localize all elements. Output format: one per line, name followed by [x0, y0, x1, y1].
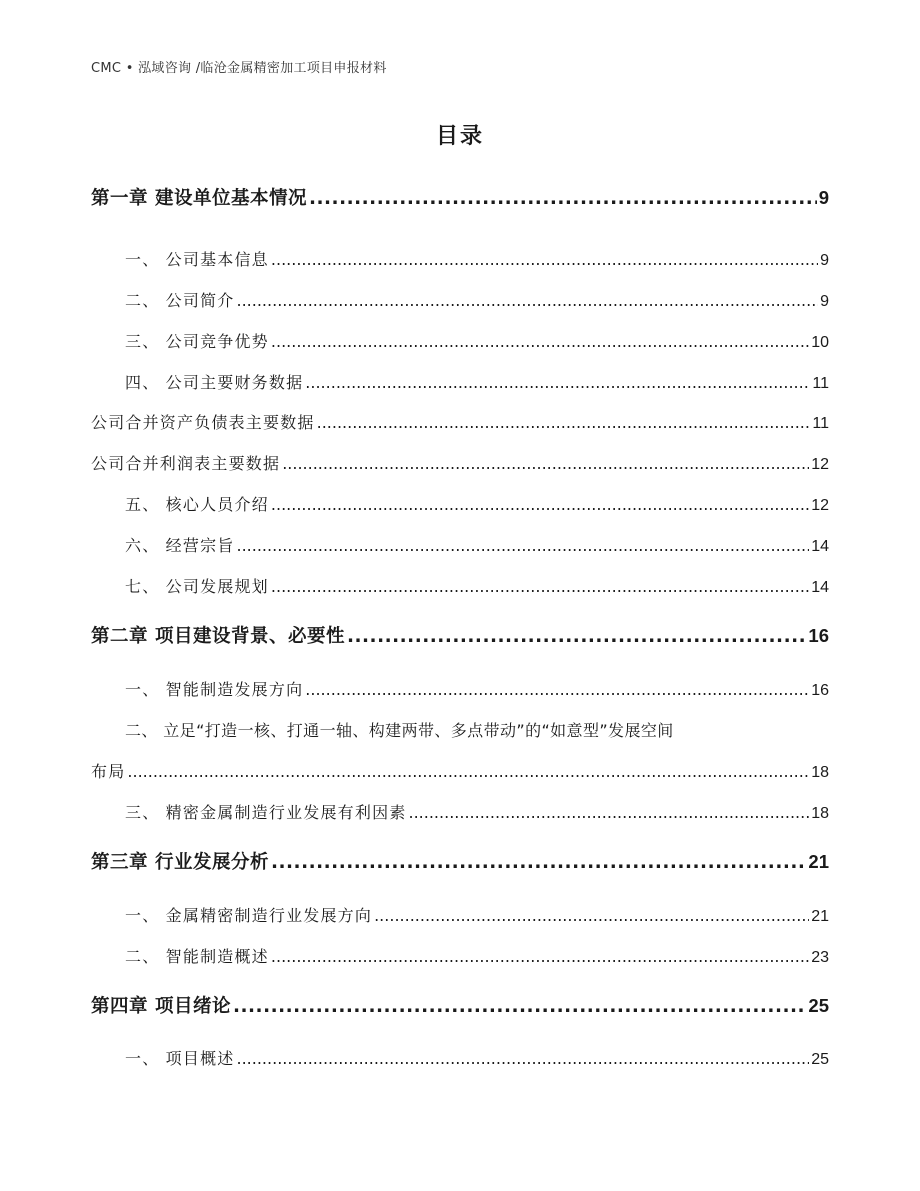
leader-dots — [282, 454, 809, 473]
toc-page-number: 18 — [811, 805, 829, 822]
leader-dots — [271, 332, 809, 351]
toc-entry[interactable] — [91, 533, 829, 555]
leader-dots — [317, 413, 811, 432]
toc-page-number: 14 — [811, 579, 829, 596]
toc-page-number: 12 — [811, 456, 829, 473]
toc-page-number: 9 — [820, 252, 829, 269]
toc-label: 一、 智能制造发展方向 — [125, 680, 304, 699]
toc-entry[interactable] — [91, 677, 829, 699]
toc-page-number: 25 — [808, 995, 829, 1016]
toc-label: 一、 公司基本信息 — [125, 250, 269, 269]
toc-entry[interactable] — [91, 288, 829, 310]
toc-label: 一、 项目概述 — [125, 1049, 235, 1068]
toc-label: 五、 核心人员介绍 — [125, 495, 269, 514]
toc-entry[interactable] — [91, 370, 829, 392]
toc-label: 四、 公司主要财务数据 — [125, 373, 304, 392]
toc-label: 二、 公司简介 — [125, 291, 235, 310]
toc-entry[interactable] — [91, 451, 829, 473]
toc-entry[interactable] — [91, 329, 829, 351]
toc-page-number: 21 — [808, 851, 829, 872]
toc-entry-chapter-2[interactable] — [91, 622, 829, 648]
toc-page-number: 9 — [820, 293, 829, 310]
toc-label: 六、 经营宗旨 — [125, 536, 235, 555]
leader-dots — [409, 803, 810, 822]
toc-page-number: 10 — [811, 334, 829, 351]
toc-label: 第一章 建设单位基本情况 — [91, 188, 307, 209]
leader-dots — [271, 577, 809, 596]
toc-entry[interactable] — [91, 574, 829, 596]
toc-page-number: 18 — [811, 764, 829, 781]
leader-dots — [271, 495, 809, 514]
toc-page-number: 11 — [812, 415, 829, 432]
toc-label: 公司合并资产负债表主要数据 — [91, 413, 315, 432]
toc-page-number: 12 — [811, 497, 829, 514]
toc-entry-chapter-3[interactable] — [91, 848, 829, 874]
leader-dots — [237, 1049, 810, 1068]
toc-entry[interactable] — [91, 247, 829, 269]
toc-page-number: 11 — [812, 375, 829, 392]
leader-dots — [127, 762, 809, 781]
toc-entry[interactable] — [91, 759, 829, 781]
toc-label: 二、 立足“打造一核、打通一轴、构建两带、多点带动”的“如意型”发展空间 — [125, 721, 674, 740]
toc-entry-chapter-1[interactable] — [91, 184, 829, 210]
toc-entry[interactable] — [91, 944, 829, 966]
toc-label: 第三章 行业发展分析 — [91, 852, 269, 873]
toc-label: 二、 智能制造概述 — [125, 947, 269, 966]
leader-dots — [347, 626, 806, 647]
toc-page-number: 21 — [811, 908, 829, 925]
toc-label: 公司合并利润表主要数据 — [91, 454, 281, 473]
toc-entry[interactable] — [91, 903, 829, 925]
toc-label: 三、 精密金属制造行业发展有利因素 — [125, 803, 407, 822]
toc-label: 第二章 项目建设背景、必要性 — [91, 626, 345, 647]
leader-dots — [305, 680, 809, 699]
toc-entry[interactable] — [91, 410, 829, 432]
leader-dots — [374, 906, 809, 925]
toc-page-number: 16 — [808, 625, 829, 646]
leader-dots — [237, 536, 810, 555]
toc-entry[interactable] — [91, 800, 829, 822]
toc-label: 三、 公司竞争优势 — [125, 332, 269, 351]
leader-dots — [271, 250, 818, 269]
toc-page-number: 14 — [811, 538, 829, 555]
leader-dots — [309, 188, 817, 209]
running-header: CMC • 泓域咨询 /临沧金属精密加工项目申报材料 — [91, 61, 387, 76]
leader-dots — [271, 947, 809, 966]
toc-label: 一、 金属精密制造行业发展方向 — [125, 906, 373, 925]
toc-page-number: 23 — [811, 949, 829, 966]
leader-dots — [305, 373, 810, 392]
toc-entry-wrapped-line[interactable] — [91, 718, 863, 741]
toc-page-number: 9 — [818, 187, 829, 208]
toc-label: 七、 公司发展规划 — [125, 577, 269, 596]
leader-dots — [237, 291, 819, 310]
toc-page-number: 16 — [811, 682, 829, 699]
page-title: 目录 — [435, 124, 484, 149]
leader-dots — [271, 852, 806, 873]
toc-label: 第四章 项目绪论 — [91, 996, 231, 1017]
leader-dots — [233, 996, 806, 1017]
toc-page-number: 25 — [811, 1051, 829, 1068]
toc-entry-chapter-4[interactable] — [91, 992, 829, 1018]
toc-label: 布局 — [91, 762, 126, 781]
toc-entry[interactable] — [91, 1046, 829, 1068]
toc-entry[interactable] — [91, 492, 829, 514]
